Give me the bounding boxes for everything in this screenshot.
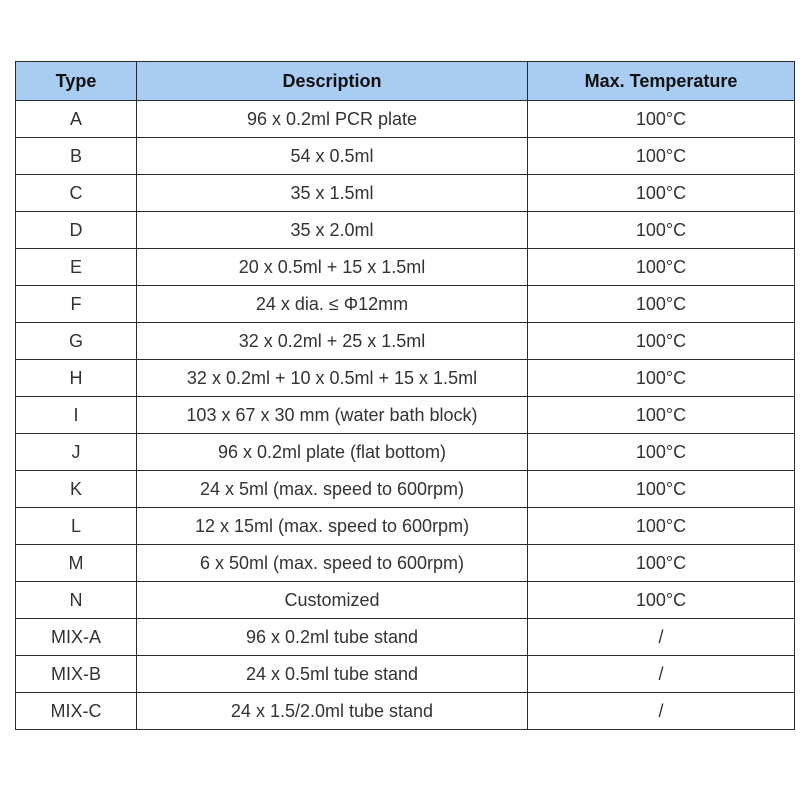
description-cell: Customized <box>137 582 528 619</box>
type-cell: MIX-A <box>16 619 137 656</box>
description-cell: 103 x 67 x 30 mm (water bath block) <box>137 397 528 434</box>
table-row <box>16 360 795 397</box>
table-body <box>16 101 795 730</box>
max-temperature-cell: / <box>528 693 795 730</box>
description-cell: 20 x 0.5ml + 15 x 1.5ml <box>137 249 528 286</box>
max-temperature-cell: 100°C <box>528 471 795 508</box>
max-temperature-cell: / <box>528 656 795 693</box>
max-temperature-cell: 100°C <box>528 582 795 619</box>
description-cell: 35 x 1.5ml <box>137 175 528 212</box>
type-cell: A <box>16 101 137 138</box>
type-cell: B <box>16 138 137 175</box>
description-cell: 96 x 0.2ml tube stand <box>137 619 528 656</box>
max-temperature-cell: 100°C <box>528 175 795 212</box>
description-cell: 96 x 0.2ml PCR plate <box>137 101 528 138</box>
type-cell: I <box>16 397 137 434</box>
table-row <box>16 545 795 582</box>
table-row <box>16 397 795 434</box>
description-cell: 24 x 1.5/2.0ml tube stand <box>137 693 528 730</box>
max-temperature-cell: 100°C <box>528 508 795 545</box>
max-temperature-cell: 100°C <box>528 397 795 434</box>
max-temperature-cell: 100°C <box>528 323 795 360</box>
max-temperature-cell: 100°C <box>528 434 795 471</box>
type-cell: M <box>16 545 137 582</box>
max-temperature-cell: 100°C <box>528 249 795 286</box>
table-row <box>16 508 795 545</box>
type-cell: H <box>16 360 137 397</box>
description-cell: 96 x 0.2ml plate (flat bottom) <box>137 434 528 471</box>
table-row <box>16 619 795 656</box>
table-row <box>16 693 795 730</box>
max-temperature-cell: 100°C <box>528 286 795 323</box>
table-row <box>16 434 795 471</box>
type-cell: N <box>16 582 137 619</box>
description-cell: 24 x 5ml (max. speed to 600rpm) <box>137 471 528 508</box>
table-row <box>16 249 795 286</box>
max-temperature-cell: 100°C <box>528 138 795 175</box>
max-temperature-cell: 100°C <box>528 360 795 397</box>
description-cell: 35 x 2.0ml <box>137 212 528 249</box>
max-temperature-cell: 100°C <box>528 212 795 249</box>
description-cell: 24 x dia. ≤ Φ12mm <box>137 286 528 323</box>
description-cell: 32 x 0.2ml + 10 x 0.5ml + 15 x 1.5ml <box>137 360 528 397</box>
table-row <box>16 471 795 508</box>
header-row <box>16 62 795 101</box>
description-cell: 32 x 0.2ml + 25 x 1.5ml <box>137 323 528 360</box>
description-cell: 6 x 50ml (max. speed to 600rpm) <box>137 545 528 582</box>
max-temperature-cell: / <box>528 619 795 656</box>
table-header <box>16 62 795 101</box>
specification-table <box>15 61 795 730</box>
type-cell: C <box>16 175 137 212</box>
table-row <box>16 175 795 212</box>
type-cell: J <box>16 434 137 471</box>
description-cell: 24 x 0.5ml tube stand <box>137 656 528 693</box>
table-row <box>16 286 795 323</box>
header-max-temperature: Max. Temperature <box>528 62 795 101</box>
type-cell: MIX-C <box>16 693 137 730</box>
description-cell: 12 x 15ml (max. speed to 600rpm) <box>137 508 528 545</box>
table-row <box>16 582 795 619</box>
header-type: Type <box>16 62 137 101</box>
type-cell: E <box>16 249 137 286</box>
type-cell: K <box>16 471 137 508</box>
max-temperature-cell: 100°C <box>528 545 795 582</box>
type-cell: L <box>16 508 137 545</box>
max-temperature-cell: 100°C <box>528 101 795 138</box>
header-description: Description <box>137 62 528 101</box>
description-cell: 54 x 0.5ml <box>137 138 528 175</box>
table-row <box>16 138 795 175</box>
specification-table-container <box>15 61 794 730</box>
type-cell: G <box>16 323 137 360</box>
table-row <box>16 212 795 249</box>
table-row <box>16 323 795 360</box>
type-cell: MIX-B <box>16 656 137 693</box>
type-cell: D <box>16 212 137 249</box>
table-row <box>16 656 795 693</box>
table-row <box>16 101 795 138</box>
type-cell: F <box>16 286 137 323</box>
